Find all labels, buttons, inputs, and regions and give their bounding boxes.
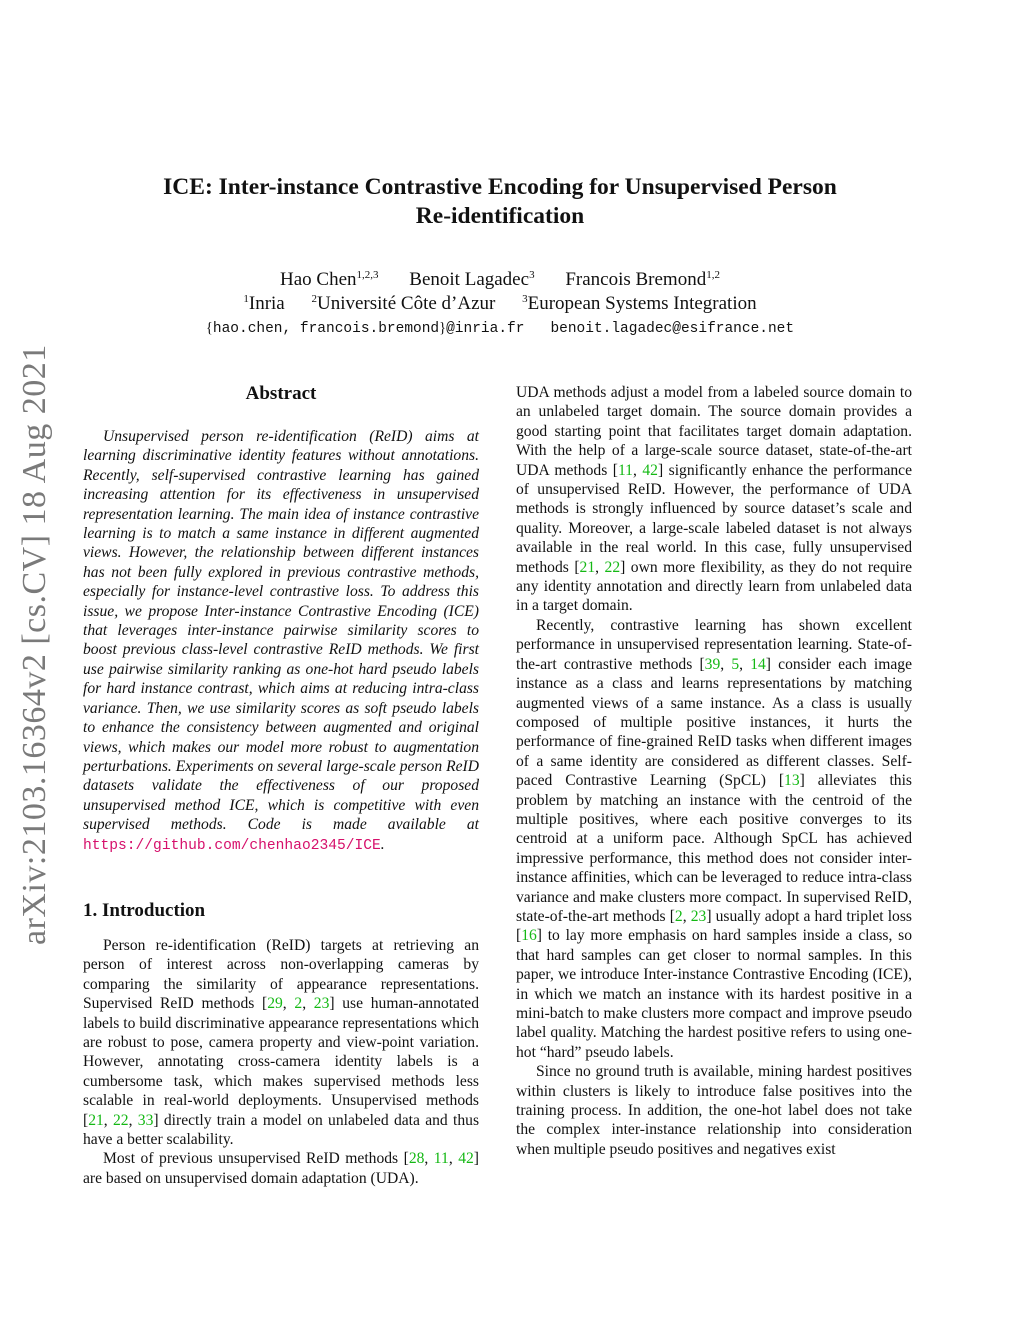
citation-link[interactable]: 42 (458, 1150, 474, 1168)
citation-link[interactable]: 14 (750, 655, 766, 673)
intro-paragraph-2: Most of previous unsupervised ReID methods [28, 11, 42] are based on unsupervised domain adaptation (UDA). (83, 1150, 479, 1187)
intro-paragraph-1: Person re-identification (ReID) targets at retrieving an person of interest across non-overlapping cameras by comparing the similarity of appearance representations. Supervised ReID methods [29, 2, 23] use human-annotated labels to build discriminative appearance representations which are robust to pose, camera property and view-point variation. However, annotating cross-camera identity labels is a cumbersome task, which makes supervised methods less scalable in real-world deployments. Unsupervised methods [21, 22, 33] directly train a model on unlabeled data and thus have a better scalability. (83, 936, 480, 1148)
citation-link[interactable]: 22 (113, 1111, 129, 1129)
author-list (120, 268, 880, 292)
email-single: benoit.lagadec@esifrance.net (550, 321, 795, 337)
affiliation: $^2$Université Côte d’Azur (311, 293, 496, 314)
citation-link[interactable]: 23 (690, 907, 707, 925)
left-column (83, 383, 479, 1188)
citation-link[interactable]: 42 (642, 461, 658, 479)
paper-title (120, 173, 880, 231)
title-line-2: Re-identification (415, 203, 585, 229)
author: Hao Chen$^{1,2,3}$ (280, 269, 379, 290)
citation-link[interactable]: 5 (731, 655, 740, 673)
citation-link[interactable]: 28 (408, 1150, 425, 1168)
citation-link[interactable]: 16 (521, 927, 537, 945)
arxiv-identifier: arXiv:2103.16364v2 [cs.CV] 18 Aug 2021 (16, 344, 53, 945)
title-line-1: ICE: Inter-instance Contrastive Encoding for Unsupervised Person (163, 174, 837, 200)
citation-link[interactable]: 33 (137, 1111, 154, 1129)
affiliation-list (120, 292, 880, 316)
intro-paragraph-3: UDA methods adjust a model from a labeled source domain to an unlabeled target domain. The source domain provides a good starting point that facilitates target domain adaptation. With the help of a large-scale source dataset, state-of-the-art UDA methods [11, 42] significantly enhance the performance of unsupervised ReID. However, the performance of UDA methods is strongly influenced by source dataset’s scale and quality. Moreover, a large-scale labeled dataset is not always available in the real world. In this case, fully unsupervised methods [21, 22] own more flexibility, as they do not require any identity annotation and directly learn from unlabeled data in a target domain. (516, 384, 913, 615)
affiliation: $^1$Inria (243, 293, 285, 314)
citation-link[interactable]: 11 (617, 461, 633, 479)
right-column (516, 383, 912, 1159)
citation-link[interactable]: 29 (267, 995, 283, 1013)
citation-link[interactable]: 23 (313, 995, 330, 1013)
citation-link[interactable]: 21 (579, 558, 596, 576)
intro-paragraph-5: Since no ground truth is available, mining hardest positives within clusters is likely to introduce false positives into the training process. In addition, the one-hot label does not take the complex inter-instance relationship into consideration when multiple pseudo positives and negatives exist (516, 1063, 912, 1158)
abstract-text: Unsupervised person re-identification (ReID) aims at learning discriminative identity features without annotations. Recently, self-supervised contrastive learning has gained increasing attention for its effectiveness in unsupervised representation learning. The main idea of instance contrastive learning is to match a same instance in different augmented views. However, the relationship between different instances has not been fully explored in previous contrastive methods, especially for instance-level contrastive loss. To address this issue, we propose Inter-instance Contrastive Encoding (ICE) that leverages inter-instance pairwise similarity scores to boost previous class-level contrastive ReID methods. We first use pairwise similarity ranking as one-hot hard pseudo labels for hard instance contrast, which aims at reducing intra-class variance. Then, we use similarity scores as soft pseudo labels to enhance the consistency between augmented and original views, which makes our model more robust to augmentation perturbations. Experiments on several large-scale person ReID datasets validate the effectiveness of our proposed unsupervised method ICE, which is competitive with even supervised methods. Code is made available at https://github.com/chenhao2345/ICE. (83, 428, 479, 854)
abstract-heading: Abstract (245, 383, 317, 404)
citation-link[interactable]: 11 (433, 1150, 449, 1168)
citation-link[interactable]: 2 (674, 907, 683, 925)
introduction-heading: 1. Introduction (83, 899, 206, 921)
affiliation: $^3$European Systems Integration (522, 293, 757, 314)
citation-link[interactable]: 2 (294, 995, 303, 1013)
citation-link[interactable]: 13 (784, 772, 800, 790)
citation-link[interactable]: 21 (88, 1111, 104, 1129)
intro-paragraph-4: Recently, contrastive learning has shown excellent performance in unsupervised representation learning. State-of-the-art contrastive methods [39, 5, 14] consider each image instance as a class and learns representations by matching augmented views of a same instance. As a class is usually composed of multiple positive instances, it hurts the performance of fine-grained ReID tasks when different images of a same identity are considered as different classes. Self-paced Contrastive Learning (SpCL) [13] alleviates this problem by matching an instance with the centroid of the multiple positives, where each positive converges to its centroid at a uniform pace. Although SpCL has achieved impressive performance, this method does not consider inter-instance affinities, which can be leveraged to reduce intra-class variance and make clusters more compact. In supervised ReID, state-of-the-art methods [2, 23] usually adopt a hard triplet loss [16] to lay more emphasis on hard samples inside a class, so that hard samples can get closer to normal samples. In this paper, we introduce Inter-instance Contrastive Encoding (ICE), in which we match an instance with its hardest positive in a mini-batch to make clusters more compact and improve pseudo label quality. Matching the hardest positive refers to using one-hot “hard” pseudo labels. (516, 616, 912, 1061)
author: Benoit Lagadec$^3$ (409, 269, 535, 290)
email-line (120, 318, 880, 339)
citation-link[interactable]: 39 (704, 655, 721, 673)
citation-link[interactable]: 22 (604, 558, 621, 576)
code-link[interactable]: https://github.com/chenhao2345/ICE (83, 837, 381, 854)
author: Francois Bremond$^{1,2}$ (565, 269, 720, 290)
email-group: {hao.chen, francois.bremond}@inria.fr (205, 320, 525, 337)
